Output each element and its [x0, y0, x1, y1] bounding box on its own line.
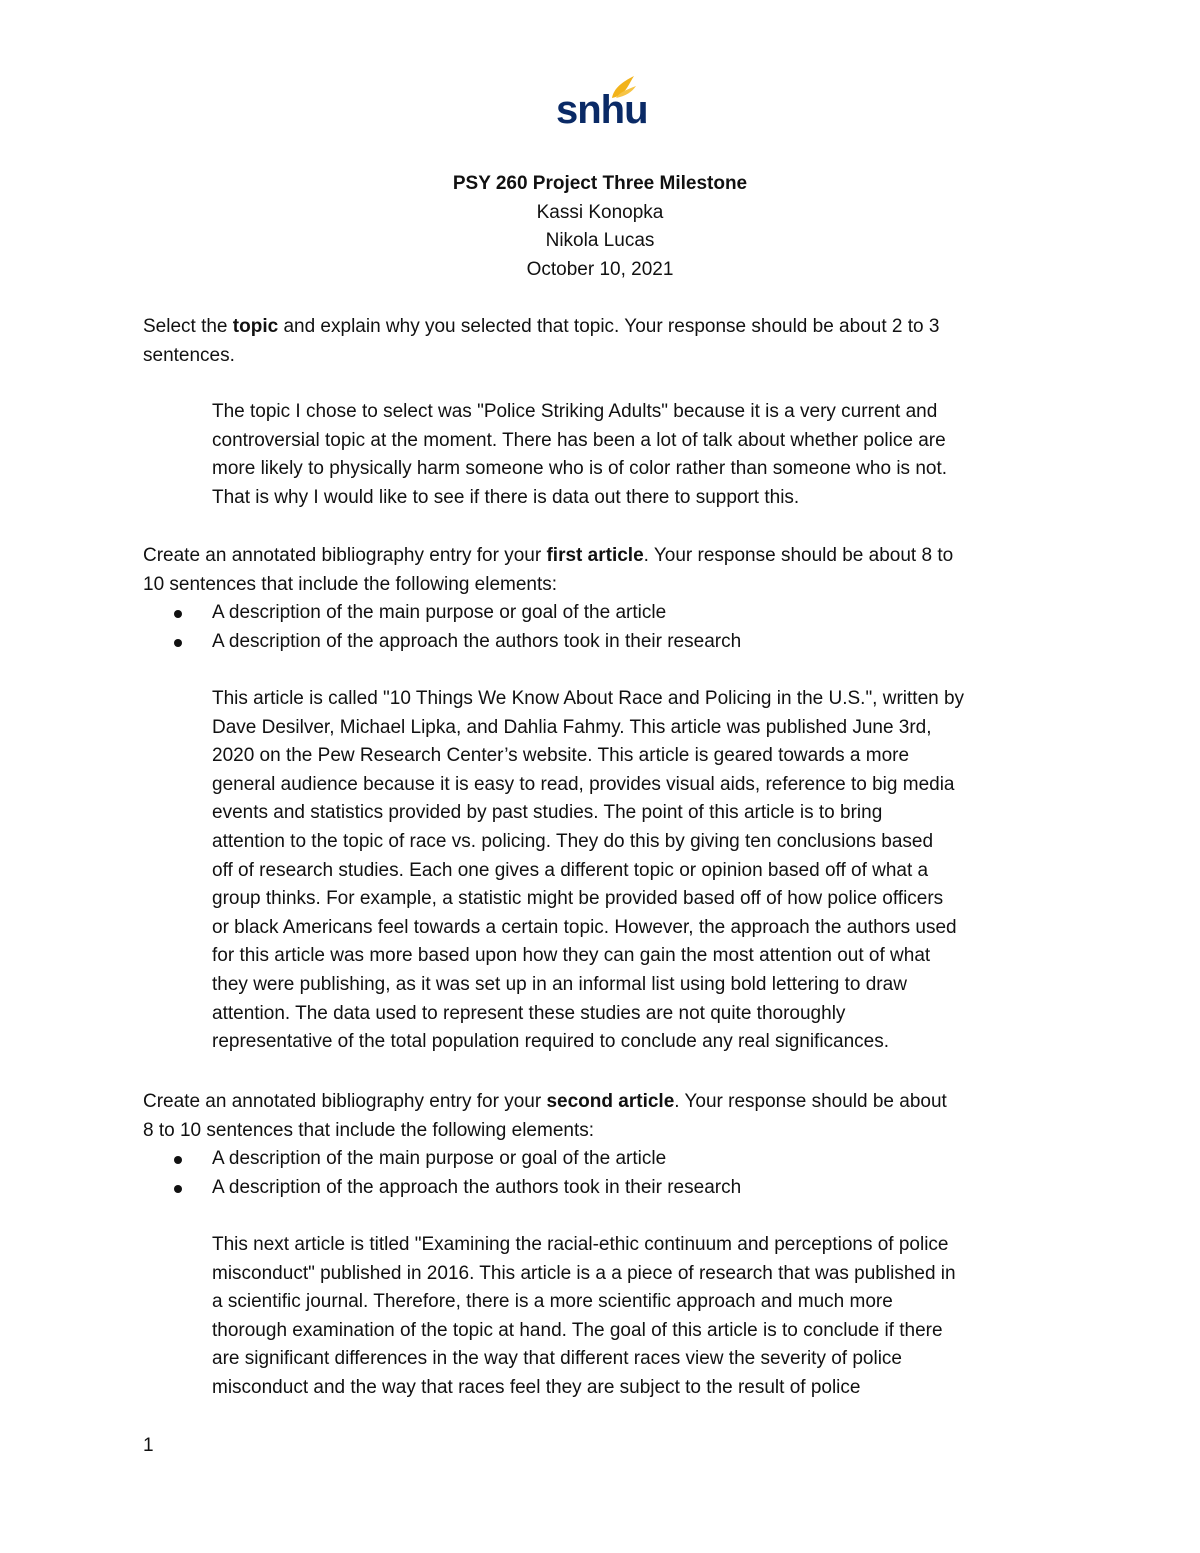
paragraph-line: are significant differences in the way that different races view the severity of police	[212, 1348, 902, 1370]
document-header	[0, 170, 1200, 284]
paragraph-line: controversial topic at the moment. There has been a lot of talk about whether police are	[212, 429, 946, 451]
answer-first-article	[212, 685, 964, 1057]
paragraph-line: The topic I chose to select was "Police Striking Adults" because it is a very current and	[212, 401, 938, 422]
paragraph-line: This next article is titled "Examining the racial-ethic continuum and perceptions of police	[212, 1234, 949, 1255]
paragraph-line: they were publishing, as it was set up in an informal list using bold lettering to draw	[212, 973, 907, 995]
paragraph-line: thorough examination of the topic at hand. The goal of this article is to conclude if there	[212, 1319, 943, 1341]
question-second-article: Create an annotated bibliography entry for your second article. Your response should be about 8 to 10 sentences that include the following elements:	[143, 1091, 947, 1141]
page-number: 1	[143, 1435, 154, 1456]
document-title: PSY 260 Project Three Milestone	[452, 173, 748, 194]
paragraph-line: That is why I would like to see if there is data out there to support this.	[212, 486, 800, 508]
paragraph-line: off of research studies. Each one gives a different topic or opinion based off of what a	[212, 859, 929, 881]
list-item: A description of the approach the authors took in their research	[170, 628, 741, 657]
paragraph-line: attention to the topic of race vs. policing. They do this by giving ten conclusions based	[212, 830, 934, 852]
answer-second-article	[212, 1231, 956, 1403]
author-name: Kassi Konopka	[536, 201, 664, 223]
paragraph-line: events and statistics provided by past studies. The point of this article is to bring	[212, 802, 883, 824]
author-name: Nikola Lucas	[545, 230, 655, 251]
paragraph-line: misconduct and the way that races feel they are subject to the result of police	[212, 1376, 861, 1398]
snhu-logo	[548, 74, 648, 134]
paragraph-line: misconduct" published in 2016. This article is a a piece of research that was published in	[212, 1262, 956, 1284]
paragraph-line: attention. The data used to represent these studies are not quite thoroughly	[212, 1002, 846, 1024]
paragraph-line: for this article was more based upon how they can gain the most attention out of what	[212, 945, 931, 967]
paragraph-line: group thinks. For example, a statistic might be provided based off of how police officers	[212, 888, 944, 910]
bullet-list	[170, 599, 741, 656]
question-first-article: Create an annotated bibliography entry for your first article. Your response should be about 8 to 10 sentences that include the following elements:	[143, 545, 954, 595]
paragraph-line: more likely to physically harm someone who is of color rather than someone who is not.	[212, 458, 948, 480]
list-item: A description of the main purpose or goal of the article	[170, 599, 741, 628]
paragraph-line: Dave Desilver, Michael Lipka, and Dahlia Fahmy. This article was published June 3rd,	[212, 716, 932, 738]
paragraph-line: or black Americans feel towards a certain topic. However, the approach the authors used	[212, 916, 957, 938]
paragraph-line: 2020 on the Pew Research Center’s website. This article is geared towards a more	[212, 745, 910, 767]
list-item: A description of the approach the authors took in their research	[170, 1174, 741, 1203]
paragraph-line: representative of the total population required to conclude any real significances.	[212, 1031, 890, 1053]
paragraph-line: a scientific journal. Therefore, there is a more scientific approach and much more	[212, 1291, 893, 1313]
paragraph-line: This article is called "10 Things We Know About Race and Policing in the U.S.", written by	[212, 688, 965, 709]
bullet-list	[170, 1145, 741, 1202]
answer-topic	[212, 398, 947, 512]
paragraph-line: general audience because it is easy to read, provides visual aids, reference to big media	[212, 773, 955, 795]
list-item: A description of the main purpose or goal of the article	[170, 1145, 741, 1174]
logo-wordmark: snhu	[556, 88, 648, 132]
document-date: October 10, 2021	[526, 258, 674, 280]
question-topic: Select the topic and explain why you selected that topic. Your response should be about 2 to 3 sentences.	[143, 316, 940, 366]
